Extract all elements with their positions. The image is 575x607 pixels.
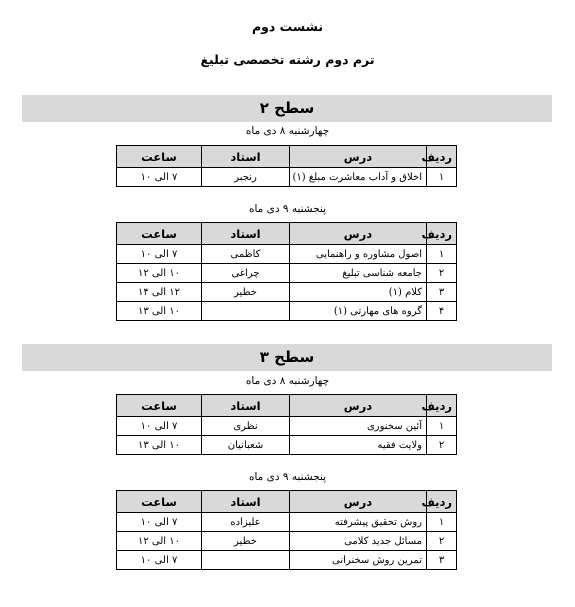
class-time: ۷ الی ۱۰ <box>117 513 202 532</box>
document-title: نشست دوم <box>251 19 324 34</box>
level-2-wednesday-table <box>116 145 457 187</box>
column-header-time: ساعت <box>117 395 202 417</box>
row-number: ۳ <box>427 283 457 302</box>
level-2-header: سطح ۲ <box>22 95 552 122</box>
teacher-name: خطیر <box>202 532 290 551</box>
table-row <box>117 245 457 264</box>
table-row <box>117 283 457 302</box>
column-header-teacher: استاد <box>202 491 290 513</box>
level-3-wednesday-table <box>116 394 457 455</box>
row-number: ۲ <box>427 264 457 283</box>
course-name: اصول مشاوره و راهنمایی <box>290 245 427 264</box>
teacher-name: رنجبر <box>202 168 290 187</box>
course-name: آئین سخنوری <box>290 417 427 436</box>
level-3-wednesday-label: چهارشنبه ۸ دی ماه <box>245 375 330 387</box>
row-number: ۴ <box>427 302 457 321</box>
level-2-thursday-label: پنجشنبه ۹ دی ماه <box>248 203 327 215</box>
row-number: ۱ <box>427 168 457 187</box>
row-number: ۱ <box>427 245 457 264</box>
class-time: ۱۰ الی ۱۲ <box>117 532 202 551</box>
course-name: ولایت فقیه <box>290 436 427 455</box>
table-row <box>117 417 457 436</box>
row-number: ۱ <box>427 513 457 532</box>
class-time: ۷ الی ۱۰ <box>117 551 202 570</box>
teacher-name <box>202 551 290 570</box>
course-name: جامعه شناسی تبلیغ <box>290 264 427 283</box>
teacher-name: چراغی <box>202 264 290 283</box>
course-name: تمرین روش سخنرانی <box>290 551 427 570</box>
class-time: ۷ الی ۱۰ <box>117 245 202 264</box>
row-number: ۲ <box>427 436 457 455</box>
table-header-row <box>117 146 457 168</box>
course-name: روش تحقیق پیشرفته <box>290 513 427 532</box>
column-header-time: ساعت <box>117 491 202 513</box>
table-header-row <box>117 223 457 245</box>
column-header-row-number: ردیف <box>427 223 457 245</box>
row-number: ۳ <box>427 551 457 570</box>
teacher-name: علیزاده <box>202 513 290 532</box>
level-3-thursday-table <box>116 490 457 570</box>
column-header-row-number: ردیف <box>427 146 457 168</box>
column-header-time: ساعت <box>117 146 202 168</box>
table-row <box>117 551 457 570</box>
level-2-wednesday-label: چهارشنبه ۸ دی ماه <box>245 125 330 137</box>
column-header-course: درس <box>290 491 427 513</box>
row-number: ۲ <box>427 532 457 551</box>
table-row <box>117 264 457 283</box>
class-time: ۱۲ الی ۱۴ <box>117 283 202 302</box>
level-2-thursday-table <box>116 222 457 321</box>
table-header-row <box>117 395 457 417</box>
class-time: ۷ الی ۱۰ <box>117 168 202 187</box>
column-header-course: درس <box>290 146 427 168</box>
course-name: اخلاق و آداب معاشرت مبلغ (۱) <box>290 168 427 187</box>
column-header-teacher: استاد <box>202 146 290 168</box>
teacher-name: شعبانیان <box>202 436 290 455</box>
document-subtitle: ترم دوم رشته تخصصی تبلیغ <box>200 52 375 67</box>
course-name: مسائل جدید کلامی <box>290 532 427 551</box>
column-header-time: ساعت <box>117 223 202 245</box>
table-row <box>117 302 457 321</box>
column-header-row-number: ردیف <box>427 395 457 417</box>
teacher-name <box>202 302 290 321</box>
table-row <box>117 168 457 187</box>
column-header-row-number: ردیف <box>427 491 457 513</box>
class-time: ۱۰ الی ۱۲ <box>117 264 202 283</box>
course-name: گروه های مهارتی (۱) <box>290 302 427 321</box>
class-time: ۱۰ الی ۱۳ <box>117 302 202 321</box>
level-3-header: سطح ۳ <box>22 344 552 371</box>
class-time: ۷ الی ۱۰ <box>117 417 202 436</box>
teacher-name: نظری <box>202 417 290 436</box>
row-number: ۱ <box>427 417 457 436</box>
column-header-course: درس <box>290 395 427 417</box>
table-row <box>117 436 457 455</box>
table-row <box>117 532 457 551</box>
class-time: ۱۰ الی ۱۳ <box>117 436 202 455</box>
column-header-teacher: استاد <box>202 395 290 417</box>
column-header-course: درس <box>290 223 427 245</box>
teacher-name: خطیر <box>202 283 290 302</box>
course-name: کلام (۱) <box>290 283 427 302</box>
teacher-name: کاظمی <box>202 245 290 264</box>
table-header-row <box>117 491 457 513</box>
level-3-thursday-label: پنجشنبه ۹ دی ماه <box>248 471 327 483</box>
column-header-teacher: استاد <box>202 223 290 245</box>
table-row <box>117 513 457 532</box>
